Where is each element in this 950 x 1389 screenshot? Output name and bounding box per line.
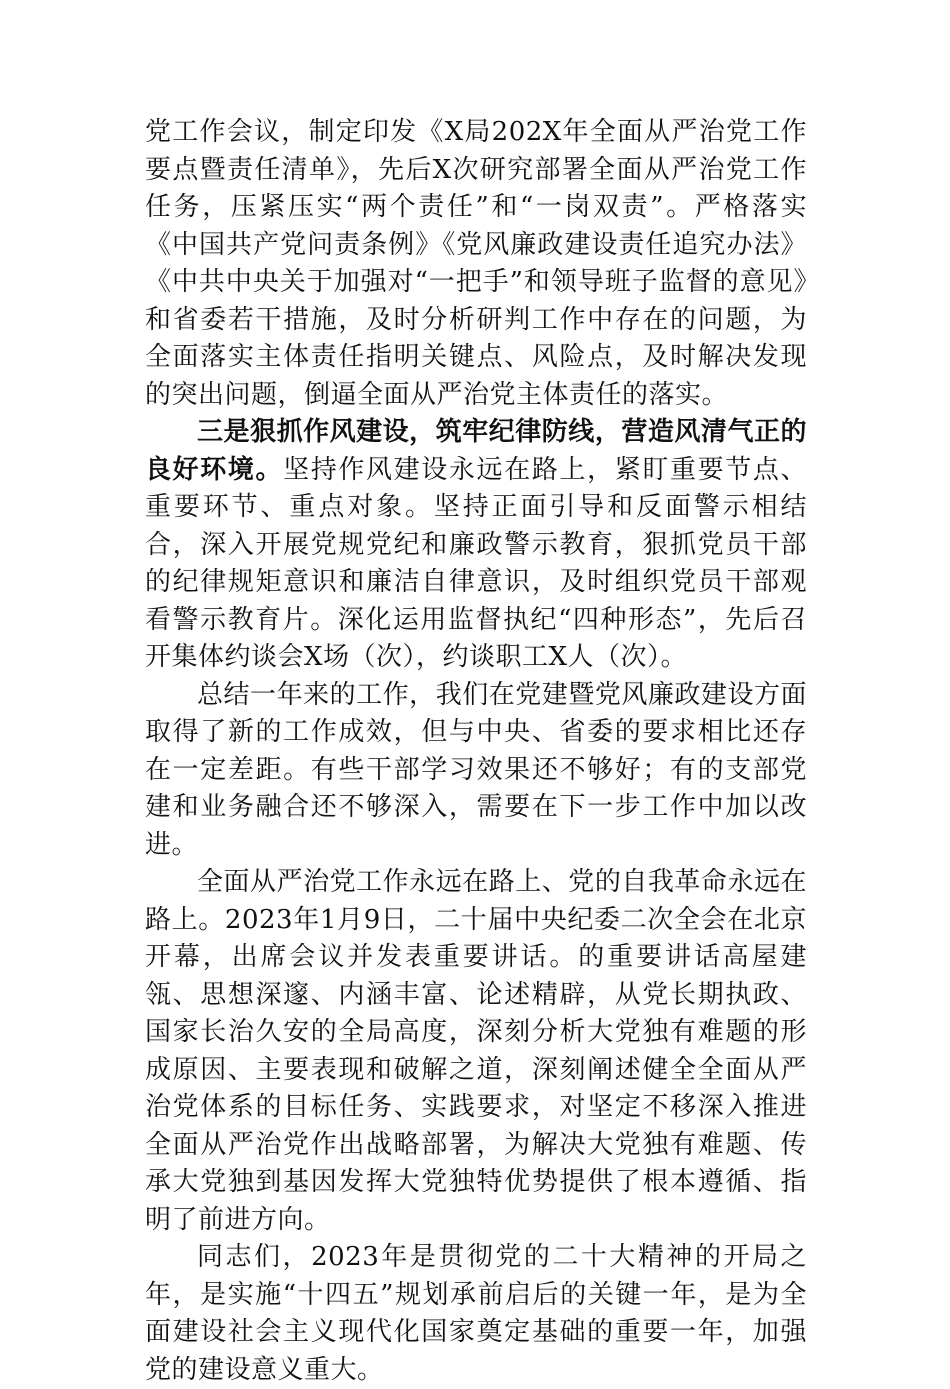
- paragraph-bold-lead: 三是狠抓作风建设，筑牢纪律防线，营造风清气正的良好环境。: [145, 417, 807, 485]
- document-body: [145, 114, 807, 1389]
- paragraph-text: 坚持作风建设永远在路上，紧盯重要节点、重要环节、重点对象。坚持正面引导和反面警示相结合，深入开展党规党纪和廉政警示教育，狠抓党员干部的纪律规矩意识和廉洁自律意识，及时组织党员干部观看警示教育片。深化运用监督执纪“四种形态”，先后召开集体约谈会X场（次），约谈职工X人（次）。: [145, 454, 807, 672]
- paragraph-style-building: [145, 414, 807, 677]
- paragraph-comrades: [145, 1239, 807, 1389]
- paragraph-text: 同志们，2023年是贯彻党的二十大精神的开局之年，是实施“十四五”规划承前启后的关键一年，是为全面建设社会主义现代化国家奠定基础的重要一年，加强党的建设意义重大。: [145, 1242, 807, 1385]
- paragraph-text: 全面从严治党工作永远在路上、党的自我革命永远在路上。2023年1月9日，二十届中央纪委二次全会在北京开幕，出席会议并发表重要讲话。的重要讲话高屋建瓴、思想深邃、内涵丰富、论述精辟，从党长期执政、国家长治久安的全局高度，深刻分析大党独有难题的形成原因、主要表现和破解之道，深刻阐述健全全面从严治党体系的目标任务、实践要求，对坚定不移深入推进全面从严治党作出战略部署，为解决大党独有难题、传承大党独到基因发挥大党独特优势提供了根本遵循、指明了前进方向。: [145, 867, 807, 1235]
- paragraph-party-work-meeting: [145, 114, 807, 414]
- paragraph-text: 总结一年来的工作，我们在党建暨党风廉政建设方面取得了新的工作成效，但与中央、省委的要求相比还存在一定差距。有些干部学习效果还不够好；有的支部党建和业务融合还不够深入，需要在下一步工作中加以改进。: [145, 679, 807, 860]
- paragraph-text: 党工作会议，制定印发《X局202X年全面从严治党工作要点暨责任清单》，先后X次研究部署全面从严治党工作任务，压紧压实“两个责任”和“一岗双责”。严格落实《中国共产党问责条例》《党风廉政建设责任追究办法》《中共中央关于加强对“一把手”和领导班子监督的意见》和省委若干措施，及时分析研判工作中存在的问题，为全面落实主体责任指明关键点、风险点，及时解决发现的突出问题，倒逼全面从严治党主体责任的落实。: [145, 117, 807, 410]
- paragraph-summary: [145, 677, 807, 865]
- paragraph-self-revolution: [145, 864, 807, 1239]
